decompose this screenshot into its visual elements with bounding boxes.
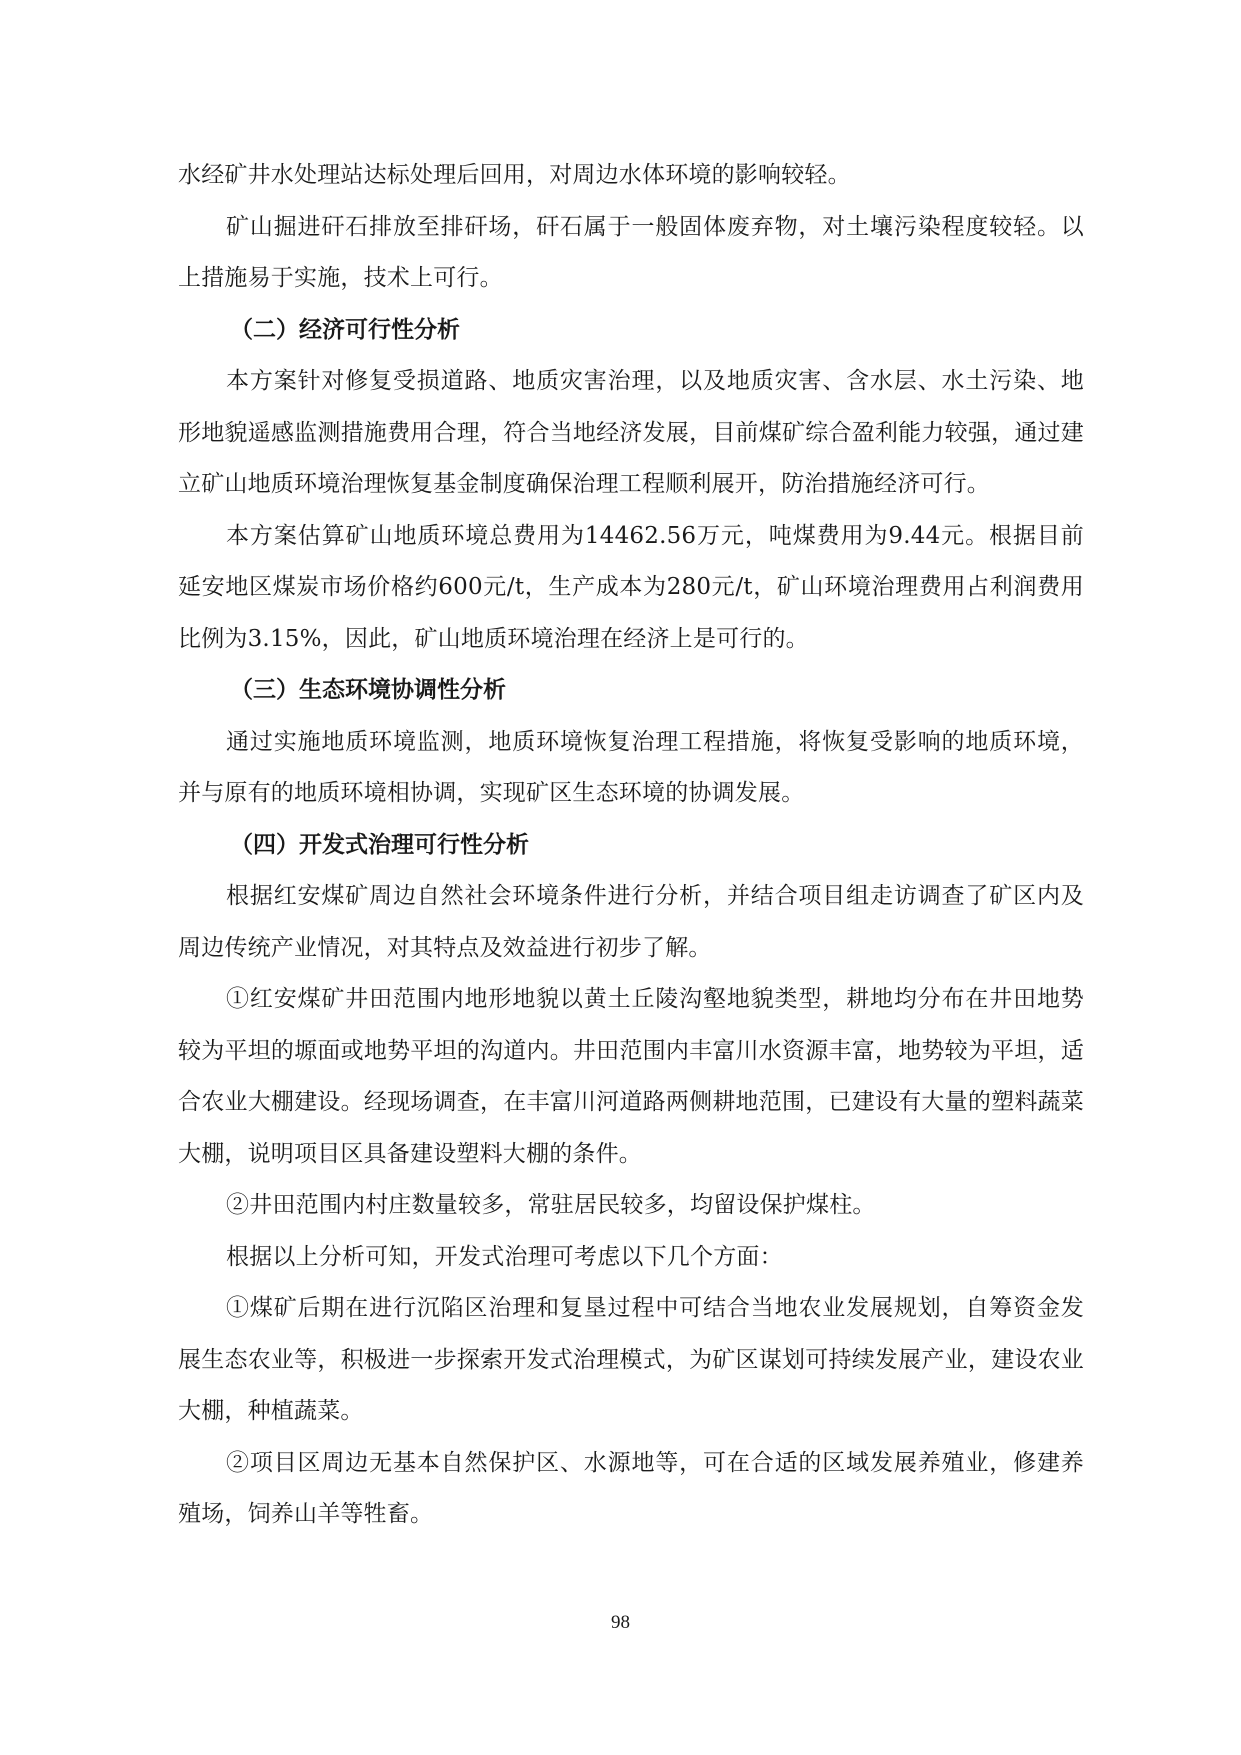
paragraph: 根据红安煤矿周边自然社会环境条件进行分析，并结合项目组走访调查了矿区内及周边传统产业情况，对其特点及效益进行初步了解。 <box>178 883 1084 961</box>
paragraph: 根据以上分析可知，开发式治理可考虑以下几个方面： <box>226 1243 783 1270</box>
paragraph: ②项目区周边无基本自然保护区、水源地等，可在合适的区域发展养殖业，修建养殖场，饲养山羊等牲畜。 <box>178 1449 1084 1527</box>
section-heading-development: （四）开发式治理可行性分析 <box>230 831 529 858</box>
paragraph: ①煤矿后期在进行沉陷区治理和复垦过程中可结合当地农业发展规划，自筹资金发展生态农业等，积极进一步探索开发式治理模式，为矿区谋划可持续发展产业，建设农业大棚，种植蔬菜。 <box>178 1295 1084 1424</box>
paragraph: 本方案针对修复受损道路、地质灾害治理，以及地质灾害、含水层、水土污染、地形地貌遥感监测措施费用合理，符合当地经济发展，目前煤矿综合盈利能力较强，通过建立矿山地质环境治理恢复基金制度确保治理工程顺利展开，防治措施经济可行。 <box>178 368 1084 497</box>
paragraph: ②井田范围内村庄数量较多，常驻居民较多，均留设保护煤柱。 <box>226 1192 876 1218</box>
paragraph: 本方案估算矿山地质环境总费用为14462.56万元，吨煤费用为9.44元。根据目前延安地区煤炭市场价格约600元/t，生产成本为280元/t，矿山环境治理费用占利润费用比例为3.15%，因此，矿山地质环境治理在经济上是可行的。 <box>178 522 1084 652</box>
paragraph: 通过实施地质环境监测，地质环境恢复治理工程措施，将恢复受影响的地质环境，并与原有的地质环境相协调，实现矿区生态环境的协调发展。 <box>178 728 1084 806</box>
page-number: 98 <box>611 1612 630 1633</box>
body-text <box>178 150 1084 1541</box>
paragraph: 矿山掘进矸石排放至排矸场，矸石属于一般固体废弃物，对土壤污染程度较轻。以上措施易于实施，技术上可行。 <box>178 213 1084 291</box>
section-heading-economic: （二）经济可行性分析 <box>230 316 460 343</box>
paragraph: 水经矿井水处理站达标处理后回用，对周边水体环境的影响较轻。 <box>178 162 851 188</box>
paragraph: ①红安煤矿井田范围内地形地貌以黄土丘陵沟壑地貌类型，耕地均分布在井田地势较为平坦的塬面或地势平坦的沟道内。井田范围内丰富川水资源丰富，地势较为平坦，适合农业大棚建设。经现场调查，在丰富川河道路两侧耕地范围，已建设有大量的塑料蔬菜大棚，说明项目区具备建设塑料大棚的条件。 <box>178 986 1084 1167</box>
section-heading-ecological: （三）生态环境协调性分析 <box>230 677 506 703</box>
